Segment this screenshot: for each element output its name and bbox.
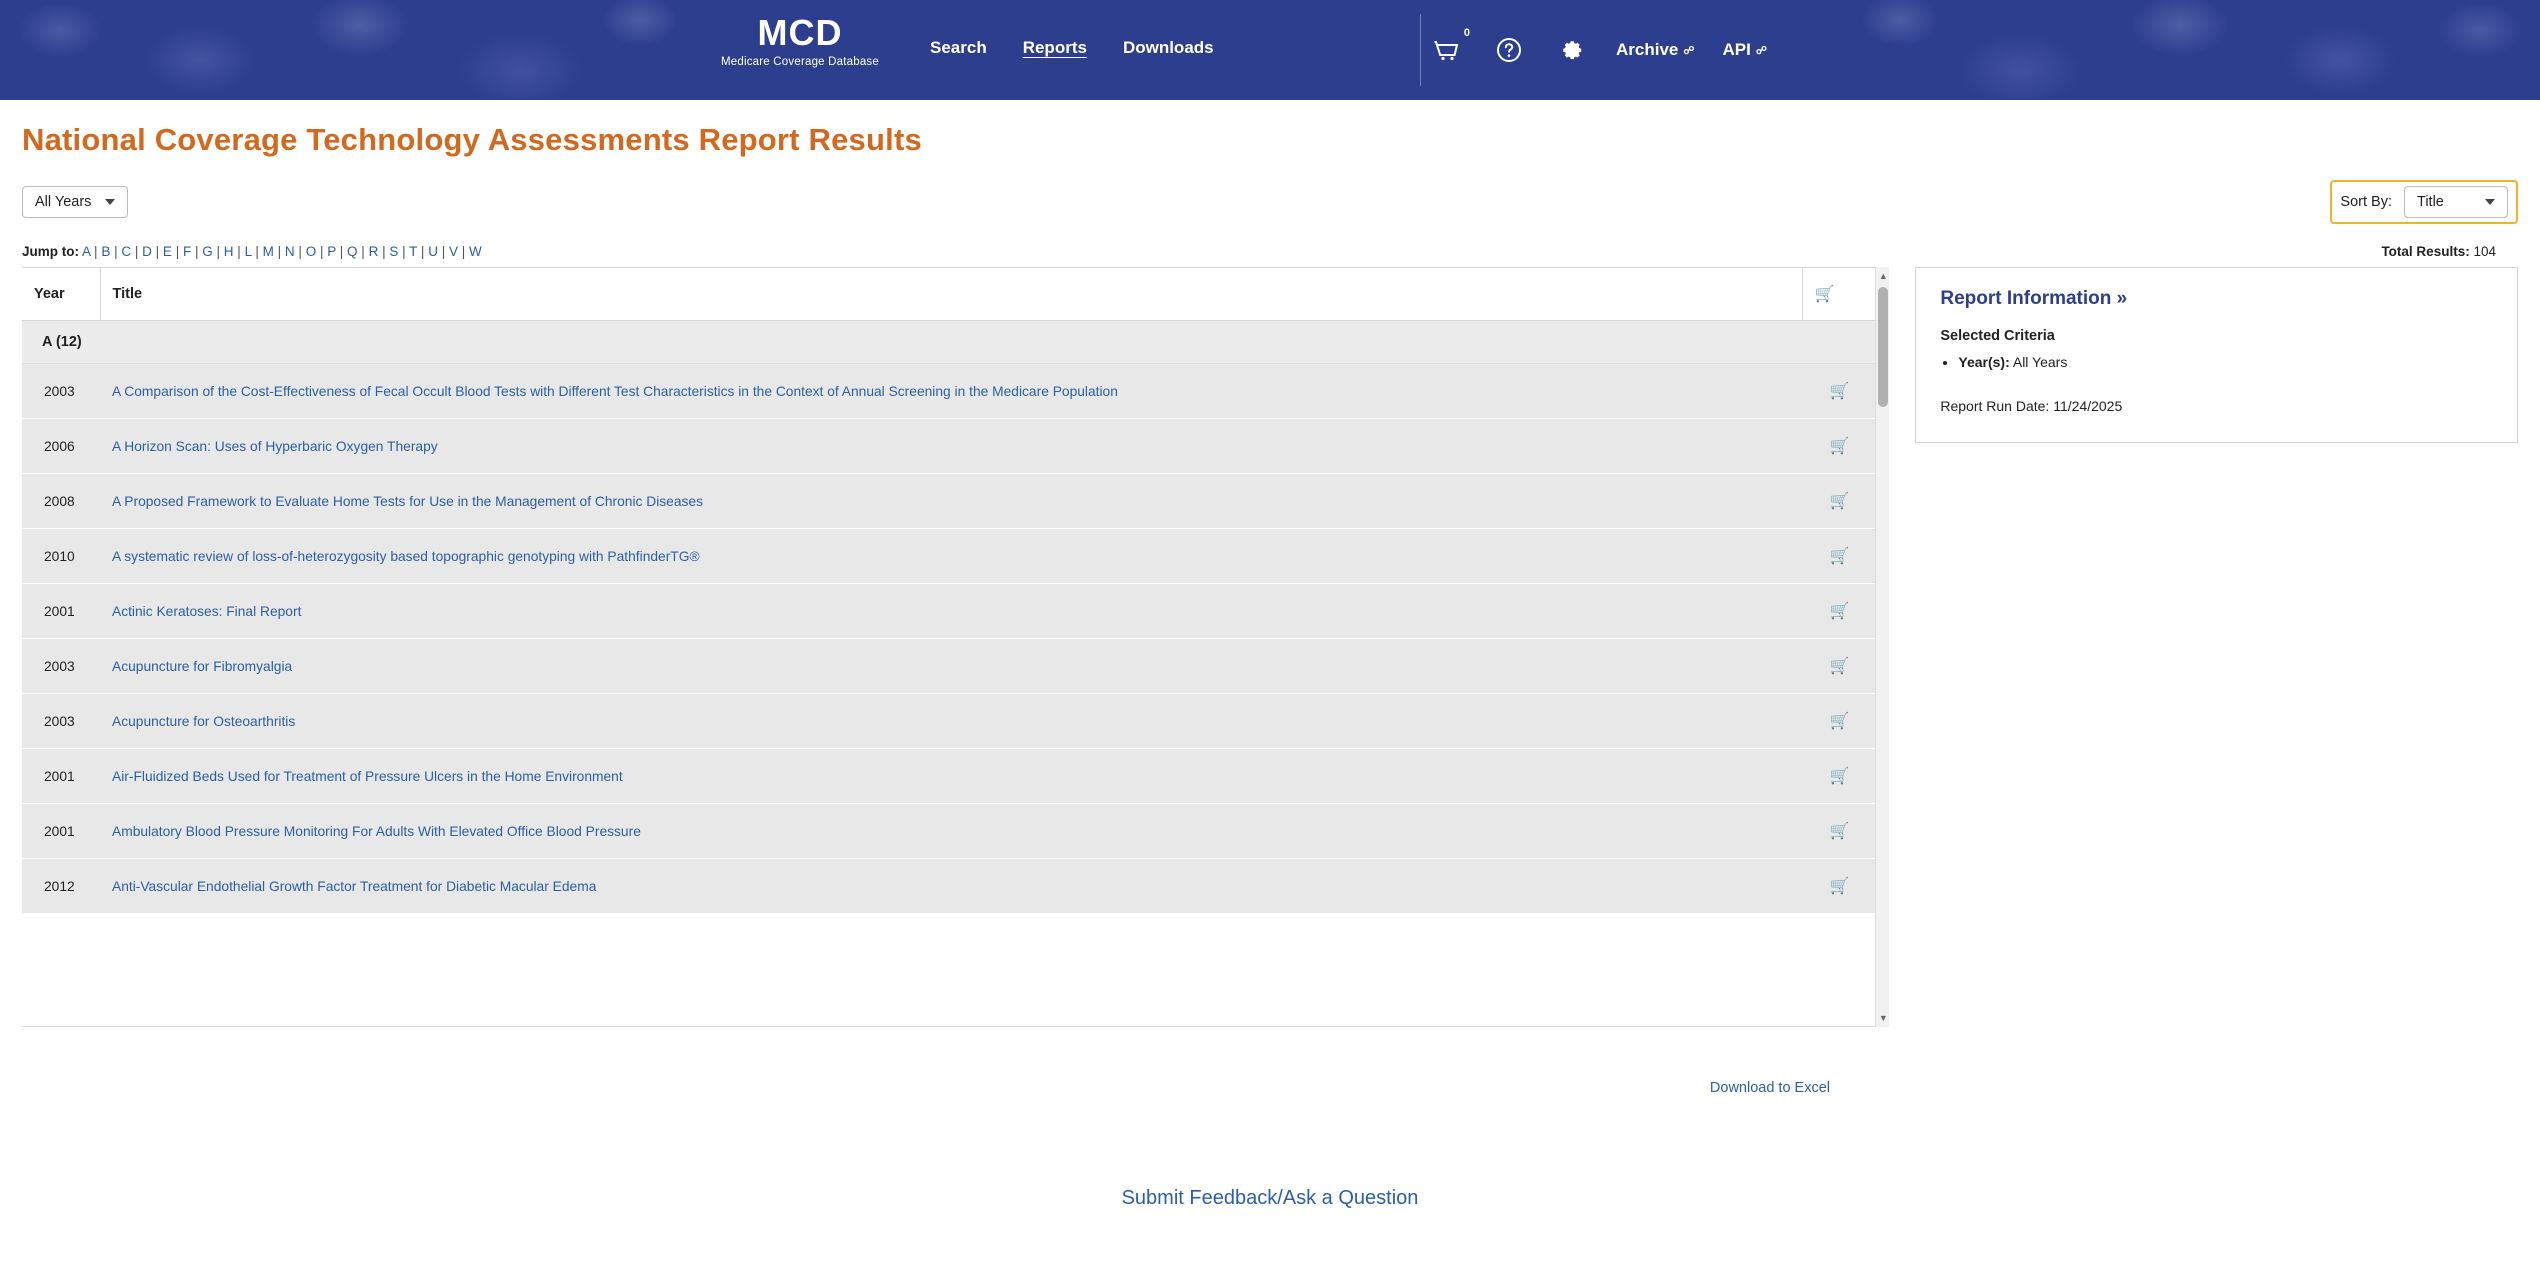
report-title-link[interactable]: Anti-Vascular Endothelial Growth Factor Treatment for Diabetic Macular Edema: [112, 878, 597, 894]
nav-item-downloads[interactable]: Downloads: [1122, 38, 1214, 57]
sort-by-control: [2330, 180, 2518, 224]
gear-icon[interactable]: [1554, 33, 1588, 67]
cell-year: 2008: [22, 474, 100, 529]
download-to-excel-link[interactable]: Download to Excel: [1709, 1080, 1830, 1096]
sort-by-select[interactable]: [2404, 186, 2508, 218]
external-link-icon: ☍: [1683, 44, 1695, 57]
jump-to-separator: |: [398, 244, 406, 259]
header-link-archive-label: Archive: [1616, 40, 1679, 59]
cart-icon[interactable]: 🛒: [1829, 438, 1850, 455]
header-utility-area: [1430, 0, 1767, 100]
site-logo[interactable]: [700, 14, 900, 68]
table-row[interactable]: [22, 419, 1877, 474]
header-link-api-label: API: [1722, 40, 1751, 59]
cell-year: 2001: [22, 584, 100, 639]
jump-to-nav: [22, 244, 482, 259]
criteria-value: All Years: [2012, 354, 2068, 370]
cell-year: 2003: [22, 364, 100, 419]
report-run-date-label: Report Run Date:: [1940, 398, 2050, 414]
jump-to-letter-u[interactable]: U: [428, 244, 438, 259]
jump-to-separator: |: [437, 244, 446, 259]
header-link-api[interactable]: [1723, 40, 1767, 60]
scroll-up-arrow-icon[interactable]: ▲: [1878, 271, 1888, 281]
jump-to-separator: |: [458, 244, 466, 259]
feedback-row: [22, 1187, 2518, 1250]
jump-to-label: Jump to:: [22, 244, 79, 259]
jump-to-letters: [82, 244, 482, 259]
report-information-heading[interactable]: Report Information »: [1940, 288, 2128, 309]
submit-feedback-link[interactable]: Submit Feedback/Ask a Question: [1121, 1187, 1419, 1209]
controls-row: [22, 180, 2518, 224]
jump-to-separator: |: [233, 244, 241, 259]
cell-add-to-cart[interactable]: [1802, 364, 1877, 419]
chevron-down-icon: [105, 199, 115, 205]
report-title-link[interactable]: A Proposed Framework to Evaluate Home Tests for Use in the Management of Chronic Diseases: [112, 493, 703, 509]
results-scroll-region[interactable]: [22, 267, 1889, 1027]
table-row[interactable]: [22, 364, 1877, 419]
cart-icon[interactable]: 🛒: [1829, 823, 1850, 840]
cell-add-to-cart[interactable]: [1802, 749, 1877, 804]
cart-icon[interactable]: 🛒: [1829, 548, 1850, 565]
scroll-down-arrow-icon[interactable]: ▼: [1878, 1013, 1888, 1023]
results-panel: [22, 267, 1889, 1027]
jump-to-separator: |: [294, 244, 302, 259]
cart-icon[interactable]: 🛒: [1829, 383, 1850, 400]
total-results-value: 104: [2473, 244, 2496, 259]
cell-title: [100, 474, 1802, 529]
group-row: [22, 321, 1877, 364]
selected-criteria-list: [1958, 354, 2493, 370]
cell-add-to-cart[interactable]: [1802, 474, 1877, 529]
table-row[interactable]: [22, 529, 1877, 584]
report-title-link[interactable]: Actinic Keratoses: Final Report: [112, 603, 302, 619]
cell-year: 2012: [22, 859, 100, 914]
jump-to-letter-f[interactable]: F: [182, 244, 192, 259]
report-title-link[interactable]: A systematic review of loss-of-heterozygosity based topographic genotyping with PathfinderTG®: [112, 548, 700, 564]
cell-add-to-cart[interactable]: [1802, 859, 1877, 914]
header-link-archive[interactable]: [1616, 40, 1695, 60]
jump-to-letter-m[interactable]: M: [262, 244, 274, 259]
jump-to-letter-o[interactable]: O: [305, 244, 317, 259]
jump-to-separator: |: [131, 244, 139, 259]
cell-title: [100, 364, 1802, 419]
jump-to-separator: |: [417, 244, 425, 259]
cell-year: 2001: [22, 804, 100, 859]
jump-to-letter-t[interactable]: T: [409, 244, 418, 259]
cell-add-to-cart[interactable]: [1802, 804, 1877, 859]
jump-to-separator: |: [191, 244, 199, 259]
jump-to-separator: |: [378, 244, 386, 259]
jump-to-letter-b[interactable]: B: [101, 244, 111, 259]
cart-icon[interactable]: 🛒: [1829, 768, 1850, 785]
table-header-row: [22, 268, 1877, 321]
results-table-body: [22, 321, 1877, 914]
report-title-link[interactable]: A Comparison of the Cost-Effectiveness of Fecal Occult Blood Tests with Different Test Characteristics in the Context of Annual Screening in the Medicare Population: [112, 383, 1118, 399]
total-results-label: Total Results:: [2381, 244, 2470, 259]
cart-icon[interactable]: 🛒: [1829, 713, 1850, 730]
download-row: [22, 1079, 2518, 1097]
cart-icon[interactable]: 🛒: [1829, 603, 1850, 620]
jump-to-separator: |: [171, 244, 180, 259]
cell-title: [100, 859, 1802, 914]
cell-year: 2006: [22, 419, 100, 474]
jump-to-separator: |: [90, 244, 98, 259]
cell-add-to-cart[interactable]: [1802, 419, 1877, 474]
jump-to-separator: |: [357, 244, 365, 259]
cell-year: 2003: [22, 694, 100, 749]
cell-add-to-cart[interactable]: [1802, 694, 1877, 749]
total-results: [2381, 244, 2496, 259]
jump-to-letter-h[interactable]: H: [223, 244, 234, 259]
cell-year: 2001: [22, 749, 100, 804]
report-information-card: [1915, 267, 2518, 443]
jump-to-letter-q[interactable]: Q: [347, 244, 358, 259]
cart-icon[interactable]: [1430, 27, 1470, 67]
cart-icon[interactable]: 🛒: [1829, 878, 1850, 895]
report-title-link[interactable]: A Horizon Scan: Uses of Hyperbaric Oxygen Therapy: [112, 438, 438, 454]
jump-to-letter-e[interactable]: E: [162, 244, 172, 259]
jump-to-letter-a[interactable]: A: [82, 244, 91, 259]
jump-to-separator: |: [212, 244, 221, 259]
report-title-link[interactable]: Ambulatory Blood Pressure Monitoring For Adults With Elevated Office Blood Pressure: [112, 823, 641, 839]
cell-title: [100, 749, 1802, 804]
report-run-date-value: 11/24/2025: [2053, 398, 2123, 414]
jump-to-letter-c[interactable]: C: [121, 244, 132, 259]
jump-to-letter-n[interactable]: N: [284, 244, 295, 259]
brand-subtitle: Medicare Coverage Database: [721, 55, 879, 68]
header-divider: [1420, 14, 1421, 86]
page-title: National Coverage Technology Assessments Report Results: [22, 122, 922, 157]
cart-icon[interactable]: 🛒: [1829, 658, 1850, 675]
year-filter-select[interactable]: [22, 186, 128, 218]
jump-to-letter-l[interactable]: L: [244, 244, 252, 259]
cell-add-to-cart[interactable]: [1802, 529, 1877, 584]
cart-count-badge: 0: [1463, 27, 1470, 39]
jump-to-separator: |: [151, 244, 160, 259]
nav-item-reports[interactable]: Reports: [1022, 38, 1087, 57]
table-row[interactable]: [22, 639, 1877, 694]
external-link-icon: ☍: [1755, 44, 1767, 57]
site-header: [0, 0, 2540, 100]
chevron-down-icon: [2485, 199, 2495, 205]
report-run-date: [1940, 398, 2493, 414]
jump-to-separator: |: [336, 244, 344, 259]
table-row[interactable]: [22, 694, 1877, 749]
results-vertical-scrollbar[interactable]: [1875, 267, 1889, 1027]
scrollbar-thumb[interactable]: [1878, 287, 1888, 407]
report-title-link[interactable]: Air-Fluidized Beds Used for Treatment of Pressure Ulcers in the Home Environment: [112, 768, 623, 784]
column-header-cart: [1802, 268, 1877, 321]
cart-icon: 🛒: [1814, 286, 1835, 303]
cell-title: [100, 804, 1802, 859]
table-row[interactable]: [22, 804, 1877, 859]
cell-add-to-cart[interactable]: [1802, 639, 1877, 694]
table-row[interactable]: [22, 749, 1877, 804]
list-item: [1958, 354, 2493, 370]
table-row[interactable]: [22, 584, 1877, 639]
main-navigation: [930, 38, 1214, 58]
table-row[interactable]: [22, 859, 1877, 914]
criteria-label: Year(s):: [1958, 354, 2010, 370]
cell-title: [100, 584, 1802, 639]
jump-row: [22, 244, 2518, 259]
report-title-link[interactable]: Acupuncture for Osteoarthritis: [112, 713, 296, 729]
selected-criteria-title: Selected Criteria: [1940, 328, 2055, 344]
cart-icon[interactable]: 🛒: [1829, 493, 1850, 510]
brand-title: MCD: [757, 12, 843, 53]
table-row[interactable]: [22, 474, 1877, 529]
jump-to-separator: |: [110, 244, 118, 259]
jump-to-separator: |: [251, 244, 259, 259]
column-header-year[interactable]: Year: [22, 268, 100, 321]
column-header-title[interactable]: Title: [100, 268, 1802, 321]
year-filter-value: All Years: [35, 194, 92, 210]
report-title-link[interactable]: Acupuncture for Fibromyalgia: [112, 658, 293, 674]
cell-title: [100, 419, 1802, 474]
jump-to-letter-v[interactable]: V: [448, 244, 458, 259]
results-table: [22, 267, 1877, 914]
jump-to-letter-s[interactable]: S: [389, 244, 399, 259]
jump-to-letter-g[interactable]: G: [202, 244, 213, 259]
cell-title: [100, 639, 1802, 694]
cell-year: 2003: [22, 639, 100, 694]
nav-item-search[interactable]: Search: [930, 38, 987, 57]
cell-title: [100, 694, 1802, 749]
jump-to-letter-r[interactable]: R: [368, 244, 379, 259]
jump-to-separator: |: [316, 244, 324, 259]
sort-by-value: Title: [2417, 194, 2444, 210]
cell-add-to-cart[interactable]: [1802, 584, 1877, 639]
help-icon[interactable]: [1492, 33, 1526, 67]
jump-to-separator: |: [273, 244, 282, 259]
jump-to-letter-w[interactable]: W: [469, 244, 482, 259]
jump-to-letter-p[interactable]: P: [327, 244, 336, 259]
group-row-label: A (12): [22, 321, 1877, 364]
cell-title: [100, 529, 1802, 584]
cell-year: 2010: [22, 529, 100, 584]
jump-to-letter-d[interactable]: D: [142, 244, 152, 259]
sort-by-label: Sort By:: [2340, 194, 2392, 210]
